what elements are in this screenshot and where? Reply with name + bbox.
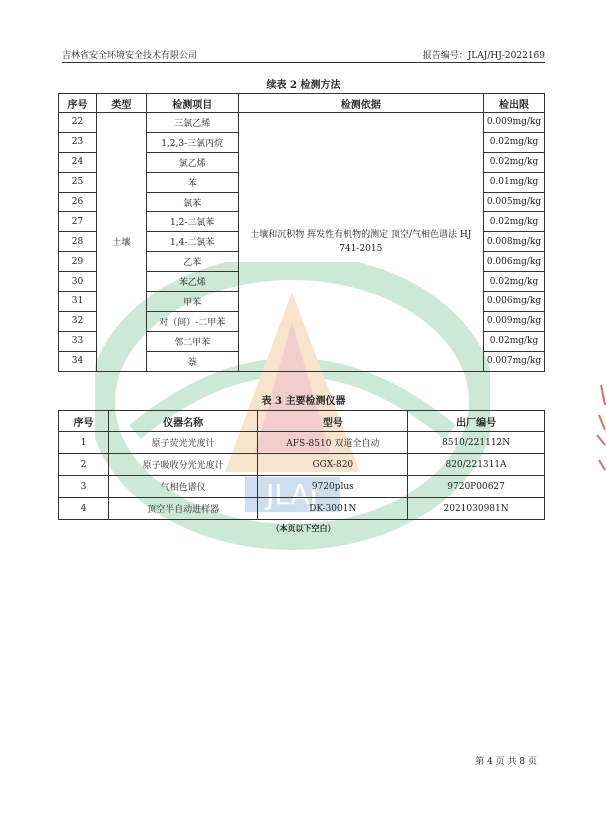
cell-item: 甲苯 xyxy=(146,292,238,312)
table-header-row xyxy=(59,94,545,113)
cell-name: 顶空半自动进样器 xyxy=(108,498,258,520)
blank-below-note: （本页以下空白） xyxy=(271,524,336,533)
cell-serial: 8510/221112N xyxy=(408,432,545,454)
cell-limit: 0.02mg/kg xyxy=(483,331,544,351)
cell-no: 22 xyxy=(59,113,97,133)
table-row xyxy=(59,113,545,133)
table2-caption: 续表 2 检测方法 xyxy=(266,80,341,91)
cell-item: 1,2,3-三氯丙烷 xyxy=(146,132,238,152)
cell-no: 34 xyxy=(59,351,97,371)
company-name: 吉林省安全环境安全技术有限公司 xyxy=(62,51,198,61)
cell-limit: 0.006mg/kg xyxy=(483,252,544,272)
cell-name: 气相色谱仪 xyxy=(108,476,258,498)
cell-serial: 2021030981N xyxy=(408,498,545,520)
table-row xyxy=(59,476,545,498)
cell-item: 对（间）-二甲苯 xyxy=(146,311,238,331)
table-row xyxy=(59,454,545,476)
page-number: 第 4 页 共 8 页 xyxy=(475,757,537,767)
cell-no: 24 xyxy=(59,152,97,172)
cell-no: 28 xyxy=(59,232,97,252)
cell-limit: 0.009mg/kg xyxy=(483,113,544,133)
cell-item: 氯苯 xyxy=(146,192,238,212)
col-header-limit: 检出限 xyxy=(483,94,544,113)
cell-item: 1,4-二氯苯 xyxy=(146,232,238,252)
detection-method-table xyxy=(58,93,545,372)
col-header-no: 序号 xyxy=(59,411,109,432)
cell-item: 1,2-二氯苯 xyxy=(146,212,238,232)
cell-model: GGX-820 xyxy=(258,454,408,476)
cell-no: 1 xyxy=(59,432,109,454)
cell-no: 2 xyxy=(59,454,109,476)
table-row xyxy=(59,432,545,454)
cell-name: 原子荧光光度计 xyxy=(108,432,258,454)
col-header-name: 仪器名称 xyxy=(108,411,258,432)
cell-limit: 0.008mg/kg xyxy=(483,232,544,252)
cell-limit: 0.007mg/kg xyxy=(483,351,544,371)
cell-no: 29 xyxy=(59,252,97,272)
cell-limit: 0.01mg/kg xyxy=(483,172,544,192)
cell-name: 原子吸收分光光度计 xyxy=(108,454,258,476)
cell-serial: 820/221311A xyxy=(408,454,545,476)
cell-no: 26 xyxy=(59,192,97,212)
cell-limit: 0.02mg/kg xyxy=(483,132,544,152)
instrument-table xyxy=(58,410,545,520)
cell-limit: 0.006mg/kg xyxy=(483,292,544,312)
cell-no: 32 xyxy=(59,311,97,331)
cell-no: 4 xyxy=(59,498,109,520)
cell-type: 土壤 xyxy=(96,113,146,372)
cell-limit: 0.02mg/kg xyxy=(483,152,544,172)
cell-no: 3 xyxy=(59,476,109,498)
cell-item: 萘 xyxy=(146,351,238,371)
cell-no: 31 xyxy=(59,292,97,312)
cell-no: 25 xyxy=(59,172,97,192)
col-header-serial: 出厂编号 xyxy=(408,411,545,432)
table-row xyxy=(59,498,545,520)
cell-serial: 9720P00627 xyxy=(408,476,545,498)
cell-no: 33 xyxy=(59,331,97,351)
cell-item: 三氯乙烯 xyxy=(146,113,238,133)
watermark-text: JLAJ xyxy=(266,478,318,511)
cell-item: 苯 xyxy=(146,172,238,192)
cell-item: 氯乙烯 xyxy=(146,152,238,172)
cell-item: 苯乙烯 xyxy=(146,272,238,292)
cell-limit: 0.02mg/kg xyxy=(483,212,544,232)
col-header-type: 类型 xyxy=(96,94,146,113)
cell-method: 土壤和沉积物 挥发性有机物的测定 顶空/气相色谱法 HJ 741-2015 xyxy=(238,113,483,372)
table3-caption: 表 3 主要检测仪器 xyxy=(261,396,346,407)
col-header-model: 型号 xyxy=(258,411,408,432)
cell-no: 23 xyxy=(59,132,97,152)
table-header-row xyxy=(59,411,545,432)
col-header-no: 序号 xyxy=(59,94,97,113)
report-number: 报告编号：JLAJ/HJ-2022169 xyxy=(422,51,545,61)
cell-no: 30 xyxy=(59,272,97,292)
header-divider xyxy=(62,62,545,63)
cell-limit: 0.005mg/kg xyxy=(483,192,544,212)
cell-limit: 0.009mg/kg xyxy=(483,311,544,331)
col-header-item: 检测项目 xyxy=(146,94,238,113)
col-header-basis: 检测依据 xyxy=(238,94,483,113)
cell-item: 邻二甲苯 xyxy=(146,331,238,351)
cell-limit: 0.02mg/kg xyxy=(483,272,544,292)
cell-item: 乙苯 xyxy=(146,252,238,272)
cell-model: AFS-8510 双道全自动 xyxy=(258,432,408,454)
cell-no: 27 xyxy=(59,212,97,232)
cell-model: 9720plus xyxy=(258,476,408,498)
cell-model: DK-3001N xyxy=(258,498,408,520)
